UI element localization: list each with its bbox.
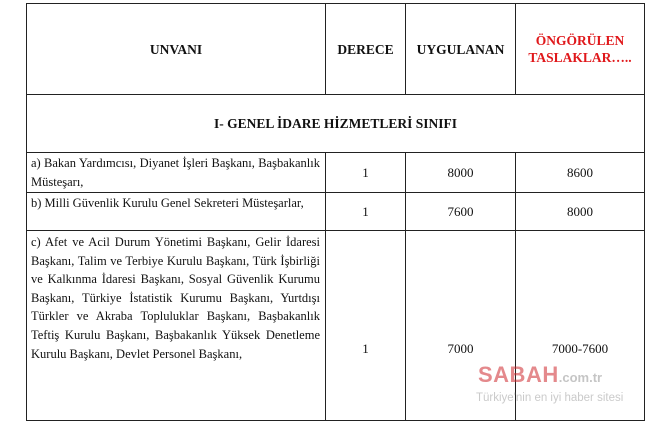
header-row: [27, 4, 645, 95]
row-title: b) Milli Güvenlik Kurulu Genel Sekreteri Müsteşarlar,: [27, 193, 326, 231]
header-proposed-line1: ÖNGÖRÜLEN: [535, 33, 625, 48]
header-proposed: [516, 4, 645, 95]
section-row: [27, 95, 645, 153]
row-grade: 1: [326, 193, 406, 231]
header-grade: DERECE: [326, 4, 406, 95]
section-title: I- GENEL İDARE HİZMETLERİ SINIFI: [27, 95, 645, 153]
row-title: c) Afet ve Acil Durum Yönetimi Başkanı, Gelir İdaresi Başkanı, Talim ve Terbiye Kurulu Başkanı, Türk İşbirliği ve Kalkınma İdaresi Başkanı, Sosyal Güvenlik Kurumu Başkanı, Türkiye İstatistik Kurumu Başkanı, Yurtdışı Türkler ve Akraba Topluluklar Başkanı, Başbakanlık Teftiş Kurulu Başkanı, Başbakanlık Yüksek Denetleme Kurulu Başkanı, Devlet Personel Başkanı,: [27, 231, 326, 421]
table-row: [27, 231, 645, 421]
salary-table: [26, 3, 645, 421]
row-proposed: 8600: [516, 153, 645, 193]
row-applied: 7000: [406, 231, 516, 421]
watermark-brand: SABAH: [478, 362, 559, 387]
row-proposed: 8000: [516, 193, 645, 231]
row-grade: 1: [326, 153, 406, 193]
watermark-slogan: Türkiye'nin en iyi haber sitesi: [476, 392, 624, 404]
row-applied: 8000: [406, 153, 516, 193]
table-row: [27, 193, 645, 231]
header-proposed-line2: TASLAKLAR…..: [528, 50, 632, 65]
table-row: [27, 153, 645, 193]
watermark-domain: .com.tr: [558, 370, 603, 385]
row-proposed: 7000-7600: [516, 231, 645, 421]
row-grade: 1: [326, 231, 406, 421]
header-title: UNVANI: [27, 4, 326, 95]
header-applied: UYGULANAN: [406, 4, 516, 95]
row-applied: 7600: [406, 193, 516, 231]
row-title: a) Bakan Yardımcısı, Diyanet İşleri Başkanı, Başbakanlık Müsteşarı,: [27, 153, 326, 193]
